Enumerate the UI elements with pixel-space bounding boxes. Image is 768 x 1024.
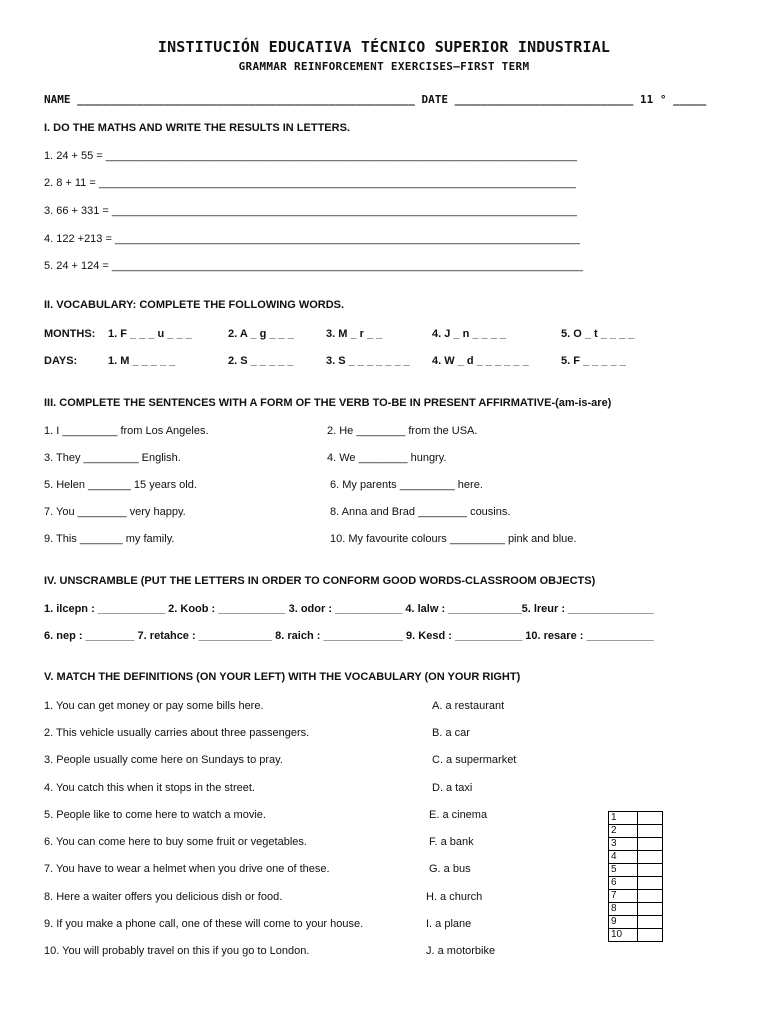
answer-row [609,890,663,903]
definition-1: 1. You can get money or pay some bills here. [44,700,264,712]
sentence-1: 1. I _________ from Los Angeles. [44,425,209,437]
sentence-2: 2. He ________ from the USA. [327,425,478,437]
option-f: F. a bank [429,836,474,848]
math-item-3: 3. 66 + 331 = ____________________________________________________________________________ [44,205,577,217]
answer-box[interactable] [638,929,663,942]
sentence-5: 5. Helen _______ 15 years old. [44,479,197,491]
answer-row [609,877,663,890]
answer-row [609,916,663,929]
month-item-3: 3. M _ r _ _ [326,328,383,340]
math-item-4: 4. 122 +213 = ____________________________________________________________________________ [44,233,580,245]
answer-number: 5 [609,864,638,877]
option-a: A. a restaurant [432,700,505,712]
definition-10: 10. You will probably travel on this if you go to London. [44,945,310,957]
answer-number: 1 [609,812,638,825]
answer-box[interactable] [638,851,663,864]
answer-box[interactable] [638,825,663,838]
month-item-2: 2. A _ g _ _ _ [228,328,294,340]
math-item-2: 2. 8 + 11 = ______________________________________________________________________________ [44,177,577,189]
answer-number: 2 [609,825,638,838]
month-item-5: 5. O _ t _ _ _ _ [561,328,635,340]
answer-box[interactable] [638,877,663,890]
unscramble-row-2: 6. nep : ________ 7. retahce : ____________ 8. raich : _____________ 9. Kesd : ___________ 10. resare : ___________ [44,630,654,642]
sentence-6: 6. My parents _________ here. [330,479,483,491]
answer-number: 10 [609,929,638,942]
section-5-heading: V. MATCH THE DEFINITIONS (ON YOUR LEFT) WITH THE VOCABULARY (ON YOUR RIGHT) [44,671,521,683]
option-i: I. a plane [426,918,472,930]
section-2-heading: II. VOCABULARY: COMPLETE THE FOLLOWING WORDS. [44,299,345,311]
answer-row [609,851,663,864]
answer-row [609,929,663,942]
definition-5: 5. People like to come here to watch a movie. [44,809,266,821]
answer-number: 6 [609,877,638,890]
answer-row [609,812,663,825]
day-item-3: 3. S _ _ _ _ _ _ _ [326,355,410,367]
sentence-8: 8. Anna and Brad ________ cousins. [330,506,511,518]
math-item-5: 5. 24 + 124 = _____________________________________________________________________________ [44,260,583,272]
definition-3: 3. People usually come here on Sundays to pray. [44,754,283,766]
month-item-1: 1. F _ _ _ u _ _ _ [108,328,192,340]
answer-row [609,903,663,916]
option-c: C. a supermarket [432,754,517,766]
answer-number: 3 [609,838,638,851]
answer-box[interactable] [638,838,663,851]
sentence-7: 7. You ________ very happy. [44,506,186,518]
math-item-1: 1. 24 + 55 = _____________________________________________________________________________ [44,150,577,162]
day-item-1: 1. M _ _ _ _ _ [108,355,176,367]
answer-number: 7 [609,890,638,903]
definition-7: 7. You have to wear a helmet when you drive one of these. [44,863,330,875]
day-item-5: 5. F _ _ _ _ _ [561,355,626,367]
answer-box[interactable] [638,890,663,903]
document-title: INSTITUCIÓN EDUCATIVA TÉCNICO SUPERIOR INDUSTRIAL [157,38,611,56]
month-item-4: 4. J _ n _ _ _ _ [432,328,506,340]
answer-box[interactable] [638,916,663,929]
section-3-heading: III. COMPLETE THE SENTENCES WITH A FORM OF THE VERB TO-BE IN PRESENT AFFIRMATIVE-(am-is-are) [44,397,612,409]
sentence-10: 10. My favourite colours _________ pink and blue. [330,533,577,545]
option-j: J. a motorbike [426,945,496,957]
day-item-2: 2. S _ _ _ _ _ [228,355,294,367]
answer-row [609,864,663,877]
definition-2: 2. This vehicle usually carries about three passengers. [44,727,310,739]
option-d: D. a taxi [432,782,473,794]
answer-row [609,825,663,838]
answer-box[interactable] [638,812,663,825]
definition-6: 6. You can come here to buy some fruit or vegetables. [44,836,307,848]
document-subtitle: GRAMMAR REINFORCEMENT EXERCISES—FIRST TERM [238,60,530,73]
section-4-heading: IV. UNSCRAMBLE (PUT THE LETTERS IN ORDER TO CONFORM GOOD WORDS-CLASSROOM OBJECTS) [44,575,596,587]
option-g: G. a bus [429,863,471,875]
answer-row [609,838,663,851]
day-item-4: 4. W _ d _ _ _ _ _ _ [432,355,529,367]
option-h: H. a church [426,891,483,903]
answer-number: 8 [609,903,638,916]
sentence-4: 4. We ________ hungry. [327,452,447,464]
answer-box[interactable] [638,864,663,877]
definition-8: 8. Here a waiter offers you delicious dish or food. [44,891,283,903]
answer-number: 4 [609,851,638,864]
option-e: E. a cinema [429,809,488,821]
answer-grid [608,811,663,942]
days-label: DAYS: [44,355,78,367]
definition-4: 4. You catch this when it stops in the street. [44,782,255,794]
definition-9: 9. If you make a phone call, one of these will come to your house. [44,918,364,930]
sentence-3: 3. They _________ English. [44,452,181,464]
months-label: MONTHS: [44,328,96,340]
answer-number: 9 [609,916,638,929]
unscramble-row-1: 1. ilcepn : ___________ 2. Koob : ___________ 3. odor : ___________ 4. lalw : ____________5. lreur : ______________ [44,603,654,615]
sentence-9: 9. This _______ my family. [44,533,175,545]
answer-box[interactable] [638,903,663,916]
section-1-heading: I. DO THE MATHS AND WRITE THE RESULTS IN LETTERS. [44,122,350,134]
name-date-line: NAME ___________________________________________________ DATE ___________________________ 11 ° _____ [44,93,707,106]
option-b: B. a car [432,727,470,739]
